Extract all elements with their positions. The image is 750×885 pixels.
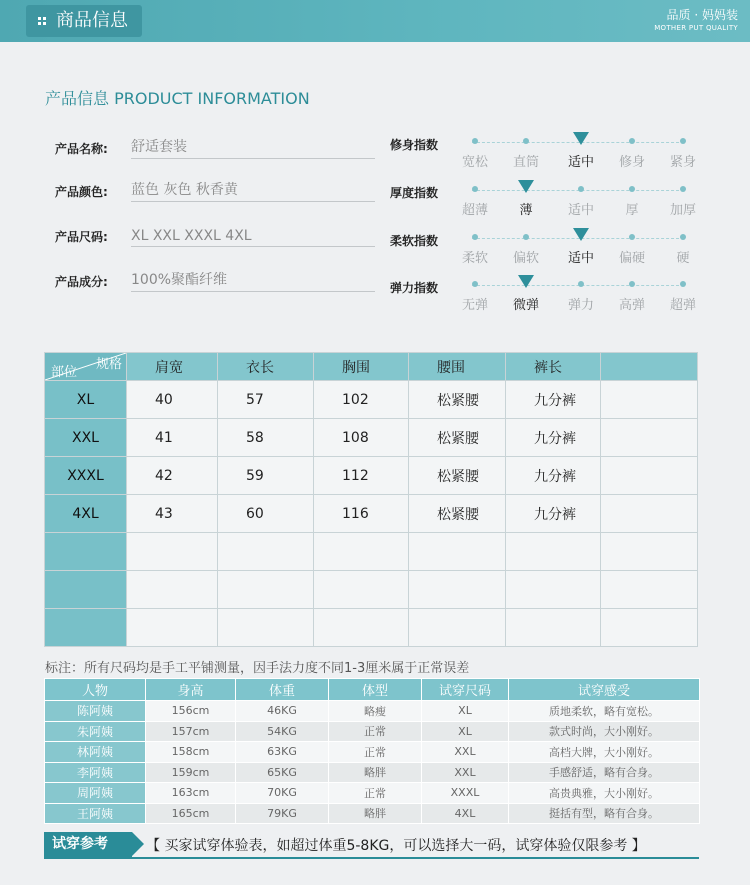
- size-value-cell: [218, 609, 314, 647]
- scale-dot-icon: [523, 138, 529, 144]
- fit-value-cell: XXXL: [422, 783, 509, 804]
- size-table-header: 衣长: [218, 353, 314, 381]
- size-value-cell: 40: [127, 381, 218, 419]
- fit-value-cell: 156cm: [146, 701, 236, 722]
- size-value-cell: 60: [218, 495, 314, 533]
- size-value-cell: [601, 533, 698, 571]
- tester-name-cell: 周阿姨: [45, 783, 146, 804]
- size-value-cell: [127, 571, 218, 609]
- fit-value-cell: 65KG: [236, 762, 329, 783]
- size-value-cell: [601, 381, 698, 419]
- info-value: 舒适套装: [131, 136, 375, 159]
- size-value-cell: [601, 419, 698, 457]
- tester-name-cell: 林阿姨: [45, 742, 146, 763]
- indicator-row: [390, 228, 720, 272]
- info-label: 产品名称:: [55, 142, 108, 156]
- fit-value-cell: 70KG: [236, 783, 329, 804]
- indicator-option-label: 加厚: [669, 203, 696, 218]
- indicator-option: [496, 180, 556, 218]
- size-value-cell: 42: [127, 457, 218, 495]
- size-value-cell: 108: [314, 419, 409, 457]
- size-value-cell: 58: [218, 419, 314, 457]
- indicator-row: [390, 132, 720, 176]
- measurement-note: 标注：所有尺码均是手工平铺测量，因手法力度不同1-3厘米属于正常误差: [45, 661, 470, 676]
- size-label-cell: [45, 609, 127, 647]
- size-label-cell: XXXL: [45, 457, 127, 495]
- size-table-row: [45, 533, 698, 571]
- scale-dot-icon: [629, 186, 635, 192]
- indicator-option-label: 高弹: [618, 298, 645, 313]
- brand-tagline: MOTHER PUT QUALITY: [654, 24, 738, 32]
- fit-value-cell: 46KG: [236, 701, 329, 722]
- indicator-option-label: 紧身: [669, 155, 696, 170]
- indicator-option-label: 厚: [625, 203, 639, 218]
- scale-dot-icon: [578, 281, 584, 287]
- fit-value-cell: 高档大牌，大小刚好。: [509, 742, 700, 763]
- fit-value-cell: 正常: [329, 742, 422, 763]
- info-row: [55, 178, 375, 202]
- tester-name-cell: 朱阿姨: [45, 721, 146, 742]
- scale-dot-icon: [680, 186, 686, 192]
- scale-dot-icon: [523, 234, 529, 240]
- size-table: [44, 352, 698, 647]
- size-value-cell: [409, 571, 506, 609]
- size-value-cell: [218, 533, 314, 571]
- fit-reference-tag: 试穿参考: [44, 832, 132, 857]
- indicator-option-label: 修身: [618, 155, 645, 170]
- info-value: 100%聚酯纤维: [131, 269, 375, 292]
- info-row: [55, 268, 375, 292]
- indicator-row: [390, 180, 720, 224]
- size-value-cell: 松紧腰: [409, 381, 506, 419]
- indicator-label: 修身指数: [390, 138, 439, 152]
- size-value-cell: 116: [314, 495, 409, 533]
- size-table-corner: [45, 353, 127, 381]
- size-value-cell: [506, 533, 601, 571]
- corner-label-spec: 规格: [95, 357, 122, 372]
- size-value-cell: [601, 609, 698, 647]
- size-value-cell: 九分裤: [506, 381, 601, 419]
- size-value-cell: 松紧腰: [409, 457, 506, 495]
- size-value-cell: [506, 571, 601, 609]
- indicator-option-label: 超弹: [669, 298, 696, 313]
- size-label-cell: 4XL: [45, 495, 127, 533]
- fit-table-row: [45, 783, 700, 804]
- fit-value-cell: 款式时尚，大小刚好。: [509, 721, 700, 742]
- indicator-option: [653, 228, 713, 266]
- scale-dot-icon: [629, 138, 635, 144]
- fit-value-cell: 165cm: [146, 803, 236, 824]
- info-label: 产品颜色:: [55, 185, 108, 199]
- fit-value-cell: 挺括有型，略有合身。: [509, 803, 700, 824]
- size-value-cell: [409, 609, 506, 647]
- indicator-label: 弹力指数: [390, 281, 439, 295]
- info-title: 产品信息 PRODUCT INFORMATION: [45, 89, 310, 108]
- selected-marker-icon: [573, 132, 589, 145]
- size-table-row: [45, 571, 698, 609]
- size-value-cell: [601, 457, 698, 495]
- size-value-cell: 43: [127, 495, 218, 533]
- scale-dot-icon: [629, 281, 635, 287]
- fit-value-cell: 正常: [329, 721, 422, 742]
- size-value-cell: 59: [218, 457, 314, 495]
- indicator-option-label: 无弹: [461, 298, 488, 313]
- brand-logo: [654, 8, 738, 33]
- info-value: XL XXL XXXL 4XL: [131, 228, 375, 247]
- size-value-cell: 41: [127, 419, 218, 457]
- size-value-cell: [601, 571, 698, 609]
- indicator-option-label: 薄: [519, 203, 533, 218]
- size-label-cell: [45, 533, 127, 571]
- indicator-option-label: 直筒: [512, 155, 539, 170]
- scale-dot-icon: [472, 138, 478, 144]
- section-header: [0, 0, 750, 42]
- fit-value-cell: 163cm: [146, 783, 236, 804]
- fit-value-cell: 157cm: [146, 721, 236, 742]
- size-table-header: 裤长: [506, 353, 601, 381]
- tester-name-cell: 王阿姨: [45, 803, 146, 824]
- selected-marker-icon: [518, 275, 534, 288]
- fit-value-cell: 63KG: [236, 742, 329, 763]
- info-value: 蓝色 灰色 秋香黄: [131, 179, 375, 202]
- selected-marker-icon: [518, 180, 534, 193]
- info-row: [55, 135, 375, 159]
- info-label: 产品成分:: [55, 275, 108, 289]
- scale-dot-icon: [680, 138, 686, 144]
- brand-name: 品质 · 妈妈装: [666, 8, 738, 22]
- fit-value-cell: 158cm: [146, 742, 236, 763]
- size-value-cell: [127, 609, 218, 647]
- size-table-row: [45, 457, 698, 495]
- indicator-option: [653, 132, 713, 170]
- size-value-cell: [218, 571, 314, 609]
- corner-label-part: 部位: [51, 365, 78, 380]
- indicator-option-label: 宽松: [461, 155, 488, 170]
- size-value-cell: 九分裤: [506, 457, 601, 495]
- size-value-cell: 九分裤: [506, 495, 601, 533]
- fit-value-cell: 159cm: [146, 762, 236, 783]
- fit-table-header: 人物: [45, 679, 146, 701]
- scale-dot-icon: [680, 281, 686, 287]
- fit-table-row: [45, 742, 700, 763]
- size-table-row: [45, 495, 698, 533]
- fit-value-cell: 54KG: [236, 721, 329, 742]
- fit-value-cell: XL: [422, 701, 509, 722]
- size-value-cell: [314, 533, 409, 571]
- size-value-cell: [314, 571, 409, 609]
- fit-table-header: 试穿尺码: [422, 679, 509, 701]
- scale-dot-icon: [472, 234, 478, 240]
- size-value-cell: [409, 533, 506, 571]
- size-table-header: 肩宽: [127, 353, 218, 381]
- fit-value-cell: 79KG: [236, 803, 329, 824]
- fit-value-cell: XXL: [422, 742, 509, 763]
- info-row: [55, 223, 375, 247]
- indicator-option-label: 微弹: [512, 298, 539, 313]
- size-value-cell: 57: [218, 381, 314, 419]
- indicator-option: [653, 275, 713, 313]
- size-value-cell: 九分裤: [506, 419, 601, 457]
- size-table-row: [45, 419, 698, 457]
- indicator-option-label: 适中: [567, 251, 594, 266]
- fit-value-cell: 略胖: [329, 762, 422, 783]
- tester-name-cell: 李阿姨: [45, 762, 146, 783]
- indicator-option: [496, 132, 556, 170]
- indicator-label: 柔软指数: [390, 234, 439, 248]
- size-table-row: [45, 609, 698, 647]
- indicator-option: [496, 275, 556, 313]
- indicator-option-label: 超薄: [461, 203, 488, 218]
- scale-dot-icon: [680, 234, 686, 240]
- indicator-option-label: 弹力: [567, 298, 594, 313]
- indicator-option-label: 偏硬: [618, 251, 645, 266]
- fit-table-header: 试穿感受: [509, 679, 700, 701]
- size-value-cell: 112: [314, 457, 409, 495]
- indicator-option: [653, 180, 713, 218]
- scale-dot-icon: [472, 186, 478, 192]
- fit-value-cell: 手感舒适，略有合身。: [509, 762, 700, 783]
- indicator-option-label: 偏软: [512, 251, 539, 266]
- fit-reference-text: 【 买家试穿体验表，如超过体重5-8KG，可以选择大一码，试穿体验仅限参考 】: [146, 838, 646, 854]
- indicator-option-label: 适中: [567, 155, 594, 170]
- indicator-option-label: 适中: [567, 203, 594, 218]
- fit-table-row: [45, 762, 700, 783]
- indicator-option: [496, 228, 556, 266]
- fit-value-cell: 略胖: [329, 803, 422, 824]
- info-label: 产品尺码:: [55, 230, 108, 244]
- size-value-cell: [601, 495, 698, 533]
- size-label-cell: XL: [45, 381, 127, 419]
- fit-value-cell: XL: [422, 721, 509, 742]
- size-value-cell: [127, 533, 218, 571]
- scale-dot-icon: [629, 234, 635, 240]
- size-label-cell: XXL: [45, 419, 127, 457]
- footer-divider: [44, 857, 699, 859]
- size-value-cell: [314, 609, 409, 647]
- fit-table-header: 体型: [329, 679, 422, 701]
- size-label-cell: [45, 571, 127, 609]
- fit-value-cell: 正常: [329, 783, 422, 804]
- size-value-cell: [506, 609, 601, 647]
- size-value-cell: 102: [314, 381, 409, 419]
- size-table-row: [45, 381, 698, 419]
- indicator-option-label: 柔软: [461, 251, 488, 266]
- size-table-header: 胸围: [314, 353, 409, 381]
- fit-table-header: 身高: [146, 679, 236, 701]
- tester-name-cell: 陈阿姨: [45, 701, 146, 722]
- fit-value-cell: XXL: [422, 762, 509, 783]
- size-value-cell: 松紧腰: [409, 419, 506, 457]
- indicator-label: 厚度指数: [390, 186, 439, 200]
- fit-table-row: [45, 803, 700, 824]
- indicator-option-label: 硬: [676, 251, 690, 266]
- scale-dot-icon: [578, 186, 584, 192]
- fit-table: [44, 678, 700, 824]
- size-table-header: [601, 353, 698, 381]
- size-table-header: 腰围: [409, 353, 506, 381]
- selected-marker-icon: [573, 228, 589, 241]
- size-value-cell: 松紧腰: [409, 495, 506, 533]
- indicator-row: [390, 275, 720, 319]
- fit-value-cell: 4XL: [422, 803, 509, 824]
- fit-table-header: 体重: [236, 679, 329, 701]
- fit-value-cell: 略瘦: [329, 701, 422, 722]
- fit-table-row: [45, 721, 700, 742]
- section-title: 商品信息: [26, 5, 142, 37]
- fit-value-cell: 质地柔软，略有宽松。: [509, 701, 700, 722]
- fit-table-row: [45, 701, 700, 722]
- scale-dot-icon: [472, 281, 478, 287]
- fit-value-cell: 高贵典雅，大小刚好。: [509, 783, 700, 804]
